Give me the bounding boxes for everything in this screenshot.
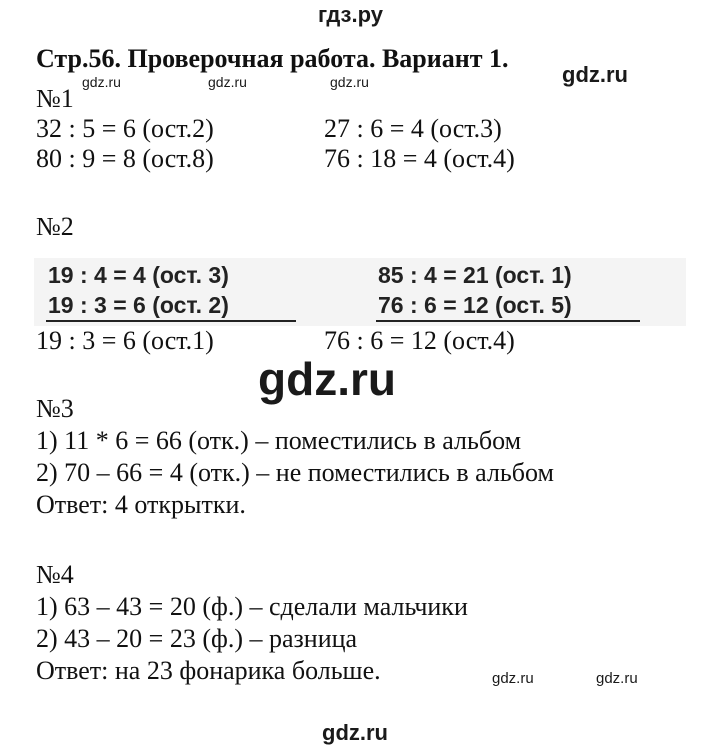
- watermark-bottom-small-2: gdz.ru: [596, 670, 638, 687]
- task2-underline-left: [46, 320, 296, 322]
- task2-scan-right-2: 76 : 6 = 12 (ост. 5): [378, 292, 572, 318]
- task1-left-line-2: 80 : 9 = 8 (ост.8): [36, 144, 214, 173]
- task1-left-line-1: 32 : 5 = 6 (ост.2): [36, 114, 214, 143]
- task4-label: №4: [36, 560, 74, 589]
- watermark-top: гдз.ру: [318, 2, 383, 27]
- task2-answer-right: 76 : 6 = 12 (ост.4): [324, 326, 515, 355]
- task1-right-line-2: 76 : 18 = 4 (ост.4): [324, 144, 515, 173]
- task4-answer: Ответ: на 23 фонарика больше.: [36, 656, 381, 685]
- watermark-header-right: gdz.ru: [562, 62, 628, 87]
- task2-answer-left: 19 : 3 = 6 (ост.1): [36, 326, 214, 355]
- task2-underline-right: [376, 320, 640, 322]
- watermark-bottom-small-1: gdz.ru: [492, 670, 534, 687]
- task1-label: №1: [36, 84, 74, 113]
- task2-scan-left-2: 19 : 3 = 6 (ост. 2): [48, 292, 229, 318]
- page-title: Стр.56. Проверочная работа. Вариант 1.: [36, 44, 509, 73]
- task3-label: №3: [36, 394, 74, 423]
- watermark-header-small-1: gdz.ru: [82, 74, 121, 90]
- task2-scan-left-1: 19 : 4 = 4 (ост. 3): [48, 262, 229, 288]
- watermark-header-small-2: gdz.ru: [208, 74, 247, 90]
- watermark-header-small-3: gdz.ru: [330, 74, 369, 90]
- task3-line-1: 1) 11 * 6 = 66 (отк.) – поместились в альбом: [36, 426, 522, 455]
- watermark-bottom: gdz.ru: [322, 720, 388, 745]
- task4-line-1: 1) 63 – 43 = 20 (ф.) – сделали мальчики: [36, 592, 468, 621]
- task3-answer: Ответ: 4 открытки.: [36, 490, 246, 519]
- task3-line-2: 2) 70 – 66 = 4 (отк.) – не поместились в альбом: [36, 458, 554, 487]
- task2-label: №2: [36, 212, 74, 241]
- task1-right-line-1: 27 : 6 = 4 (ост.3): [324, 114, 502, 143]
- task4-line-2: 2) 43 – 20 = 23 (ф.) – разница: [36, 624, 358, 653]
- watermark-center-big: gdz.ru: [258, 353, 396, 405]
- task2-scan-right-1: 85 : 4 = 21 (ост. 1): [378, 262, 572, 288]
